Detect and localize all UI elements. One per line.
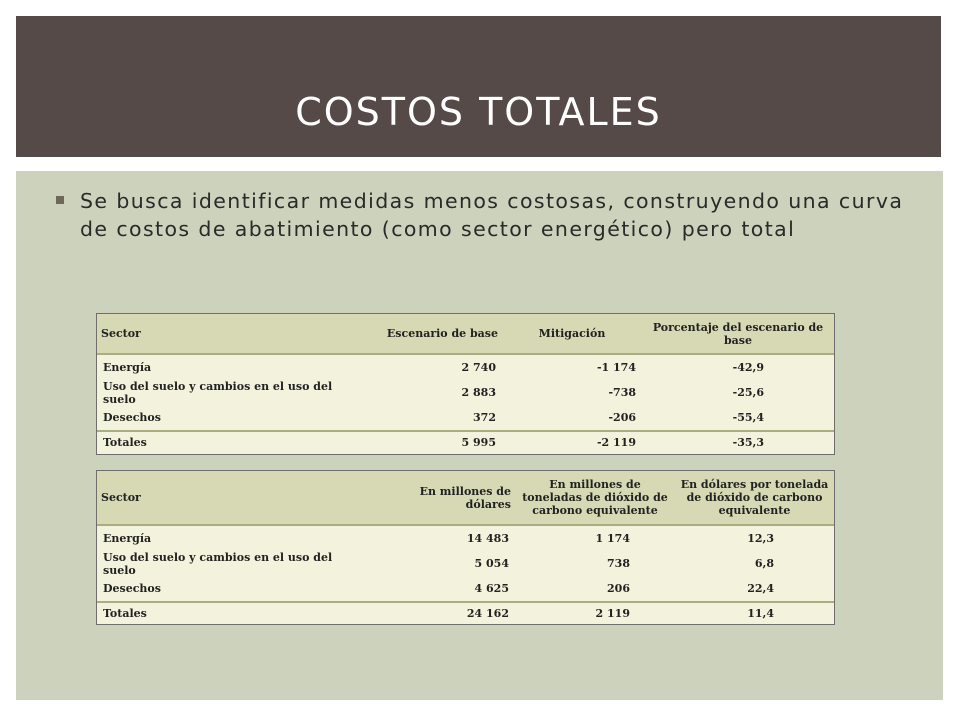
cell-percentage: -25,6 [642, 379, 834, 405]
cell-percentage: -55,4 [642, 406, 834, 431]
cell-sector: Desechos [97, 577, 367, 602]
cell-baseline: 2 740 [367, 354, 502, 379]
emissions-table [96, 313, 835, 455]
header-sector: Sector [97, 471, 367, 525]
bullet-point [56, 187, 916, 243]
cell-dollars-per-tonne: 12,3 [675, 525, 834, 550]
cell-dollars-per-tonne: 6,8 [675, 551, 834, 577]
table-row [97, 525, 834, 550]
cell-sector: Totales [97, 431, 367, 454]
cell-percentage: -35,3 [642, 431, 834, 454]
header-mitigation: Mitigación [502, 314, 642, 354]
cell-mitigation: -206 [502, 406, 642, 431]
header-dollars-per-tonne: En dólares por tonelada de dióxido de carbono equivalente [675, 471, 834, 525]
cell-dollars: 24 162 [367, 602, 515, 624]
header-sector: Sector [97, 314, 367, 354]
cell-percentage: -42,9 [642, 354, 834, 379]
cell-sector: Energía [97, 354, 367, 379]
cell-sector: Desechos [97, 406, 367, 431]
cell-baseline: 372 [367, 406, 502, 431]
cell-mitigation: -738 [502, 379, 642, 405]
table-row [97, 551, 834, 577]
cell-tonnes: 2 119 [515, 602, 675, 624]
slide-title: COSTOS TOTALES [295, 90, 662, 134]
header-dollars: En millones de dólares [367, 471, 515, 525]
square-bullet-icon [56, 196, 64, 204]
cell-dollars: 4 625 [367, 577, 515, 602]
cell-sector: Totales [97, 602, 367, 624]
title-band [16, 16, 941, 157]
cell-dollars: 14 483 [367, 525, 515, 550]
bullet-text: Se busca identificar medidas menos costosas, construyendo una curva de costos de abatimiento (como sector energético) pero total [80, 189, 904, 241]
table-row [97, 379, 834, 405]
header-tonnes: En millones de toneladas de dióxido de carbono equivalente [515, 471, 675, 525]
table-total-row [97, 431, 834, 454]
costs-table [96, 470, 835, 625]
cell-tonnes: 206 [515, 577, 675, 602]
cell-baseline: 2 883 [367, 379, 502, 405]
header-baseline: Escenario de base [367, 314, 502, 354]
cell-dollars: 5 054 [367, 551, 515, 577]
cell-dollars-per-tonne: 11,4 [675, 602, 834, 624]
cell-sector: Uso del suelo y cambios en el uso del suelo [97, 551, 367, 577]
cell-mitigation: -1 174 [502, 354, 642, 379]
table-row [97, 577, 834, 602]
cell-tonnes: 738 [515, 551, 675, 577]
cell-sector: Energía [97, 525, 367, 550]
header-percentage: Porcentaje del escenario de base [642, 314, 834, 354]
table-row [97, 354, 834, 379]
cell-dollars-per-tonne: 22,4 [675, 577, 834, 602]
cell-sector: Uso del suelo y cambios en el uso del suelo [97, 379, 367, 405]
table-total-row [97, 602, 834, 624]
table-row [97, 406, 834, 431]
cell-mitigation: -2 119 [502, 431, 642, 454]
cell-baseline: 5 995 [367, 431, 502, 454]
cell-tonnes: 1 174 [515, 525, 675, 550]
